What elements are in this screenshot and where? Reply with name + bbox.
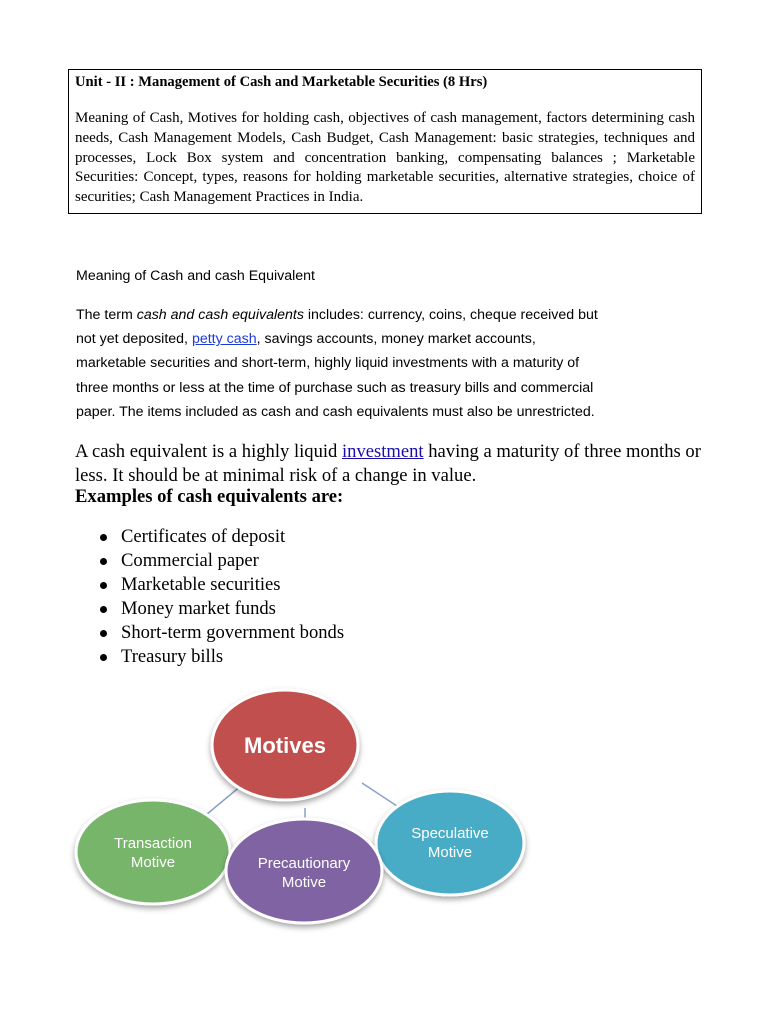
para1-line2-start: not yet deposited, <box>76 331 192 348</box>
investment-link[interactable]: investment <box>342 441 424 462</box>
petty-cash-link[interactable]: petty cash <box>191 331 257 348</box>
para2-end: having a maturity of three months or less. It should be at minimal risk of a change in value. <box>75 441 701 486</box>
precautionary-label-1: Precautionary <box>257 855 351 872</box>
para1-line5: paper. The items included as cash and cash equivalents must also be unrestricted. <box>76 403 595 420</box>
speculative-node <box>376 791 524 895</box>
list-item-label: Money market funds <box>121 598 276 619</box>
list-item-label: Commercial paper <box>121 550 259 571</box>
section-heading: Meaning of Cash and cash Equivalent <box>76 268 315 284</box>
list-item-label: Treasury bills <box>121 646 224 667</box>
para1-line2-end: , savings accounts, money market accounts, <box>256 331 536 348</box>
examples-heading: Examples of cash equivalents are: <box>75 486 344 507</box>
transaction-label-2: Motive <box>130 854 176 871</box>
para1-line1-start: The term <box>76 307 137 323</box>
syllabus-title: Unit - II : Management of Cash and Marketable Securities (8 Hrs) <box>75 74 488 90</box>
transaction-node <box>76 800 230 904</box>
precautionary-label-2: Motive <box>281 874 327 891</box>
center-label: Motives <box>244 733 326 758</box>
syllabus-body: Meaning of Cash, Motives for holding cash, objectives of cash management, factors determining cash needs, Cash Management Models, Cash Budget, Cash Management: basic strategies, techniques and processes, Lock Box system and concentration banking, compensating balances ; Marketable Securities: Concept, types, reasons for holding marketable securities, alternative strategies, choice of securities; Cash Management Practices in India. <box>75 110 695 206</box>
para1-line3: marketable securities and short-term, highly liquid investments with a maturity of <box>76 355 580 372</box>
list-item-label: Marketable securities <box>121 574 281 595</box>
list-item-label: Certificates of deposit <box>121 526 286 547</box>
speculative-label-2: Motive <box>427 844 473 861</box>
para1-line1-end: includes: currency, coins, cheque received but <box>303 307 598 323</box>
para1-line4: three months or less at the time of purchase such as treasury bills and commercial <box>76 379 594 396</box>
list-item-label: Short-term government bonds <box>121 622 345 643</box>
speculative-label-1: Speculative <box>411 825 489 842</box>
para1-term: cash and cash equivalents <box>136 307 304 323</box>
connector-speculative <box>362 783 400 808</box>
para2-start: A cash equivalent is a highly liquid <box>75 441 342 462</box>
transaction-label-1: Transaction <box>114 835 192 852</box>
